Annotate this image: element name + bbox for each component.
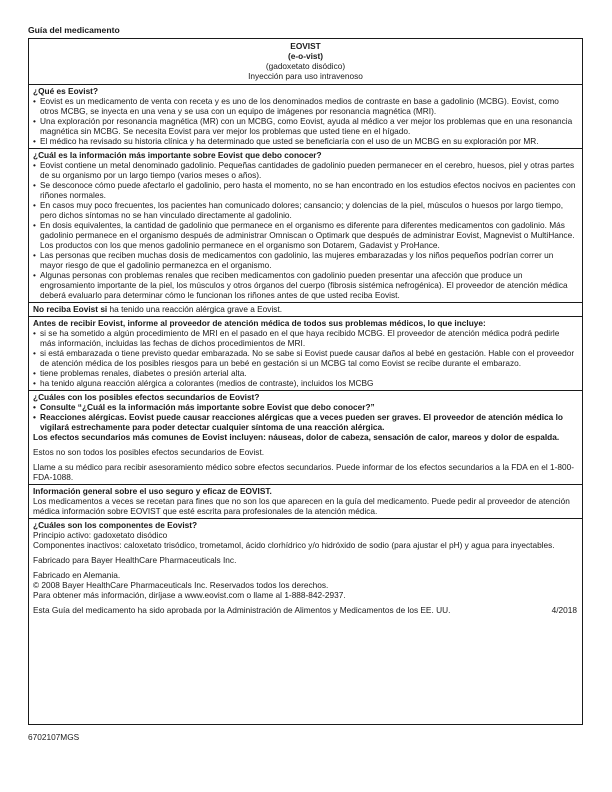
manufactured-in: Fabricado en Alemania.: [33, 570, 121, 580]
call-doctor-text: Llame a su médico para recibir asesoramiento médico sobre efectos secundarios. Puede informar de los efectos secundarios a la FDA en el 1-800-FDA-1088.: [33, 462, 574, 482]
section-components: [29, 519, 582, 617]
section-general-info: [29, 485, 582, 519]
bullet-list: [33, 96, 577, 146]
inactive-ingredients: Componentes inactivos: caloxetato trisódico, trometamol, ácido clorhídrico y/o hidróxido de sodio (para ajustar el pH) y agua para inyectables.: [33, 540, 555, 550]
bullet-list: [33, 160, 577, 300]
copyright-notice: © 2008 Bayer HealthCare Pharmaceuticals Inc. Reservados todos los derechos.: [33, 580, 329, 590]
bullet-list: [33, 402, 577, 432]
list-item: • Algunas personas con problemas renales que reciben medicamentos con gadolinio pueden presentar una afección que produce un engrosamiento importante de la piel, los músculos y otros órganos del cuerpo (fibrosis sistémica nefrogénica). El proveedor de atención médica deberá evaluarlo para determinar cómo le funcionan los riñones antes de que usted reciba Eovist.: [33, 270, 577, 300]
do-not-receive-bold: No reciba Eovist si: [33, 304, 108, 314]
active-ingredient: Principio activo: gadoxetato disódico: [33, 530, 168, 540]
list-item: • Las personas que reciben muchas dosis de medicamentos con gadolinio, las mujeres embarazadas y los niños pequeños podrían correr un mayor riesgo de que el gadolinio permanezca en el organismo.: [33, 250, 577, 270]
section-heading: ¿Cuál es la información más importante sobre Eovist que debo conocer?: [33, 150, 322, 160]
revision-date: 4/2018: [551, 605, 577, 615]
list-item: • En dosis equivalentes, la cantidad de gadolinio que permanece en el organismo es diferente para diferentes medicamentos con gadolinio. Más gadolinio permanece en el organismo después de administrar Omniscan o Optimark que después de administrar Eovist, Magnevist o MultiHance. Los productos con los que menos gadolinio permanece en el organismo son Dotarem, Gadavist y ProHance.: [33, 220, 577, 250]
list-item: • ha tenido alguna reacción alérgica a colorantes (medios de contraste), incluidos los MCBG: [33, 378, 577, 388]
more-info-contact: Para obtener más información, diríjase a www.eovist.com o llame al 1-888-842-2937.: [33, 590, 346, 600]
bullet-list: [33, 328, 577, 388]
list-item: • Una exploración por resonancia magnética (MR) con un MCBG, como Eovist, ayuda al médico a ver mejor los problemas que en una resonancia magnética sin MCBG. Se necesita Eovist para ver mejor los problemas que usted tiene en el hígado.: [33, 116, 577, 136]
generic-name: (gadoxetato disódico): [265, 61, 346, 71]
section-heading: ¿Cuáles son los componentes de Eovist?: [33, 520, 198, 530]
pronunciation: (e-o-vist): [287, 51, 324, 61]
approval-row: [33, 605, 577, 615]
document-code: 6702107MGS: [28, 732, 80, 742]
section-important-info: [29, 149, 582, 303]
list-item: • En casos muy poco frecuentes, los pacientes han comunicado dolores; cansancio; y dolencias de la piel, músculos o huesos por largo tiempo, pero dichos síntomas no se han vinculado directamente al gadolinio.: [33, 200, 577, 220]
manufactured-for: Fabricado para Bayer HealthCare Pharmaceuticals Inc.: [33, 555, 237, 565]
section-before-receiving: [29, 317, 582, 391]
approval-statement: Esta Guía del medicamento ha sido aprobada por la Administración de Alimentos y Medicamentos de los EE. UU.: [33, 605, 451, 615]
document-label: Guía del medicamento: [28, 25, 120, 35]
list-item: • Se desconoce cómo puede afectarlo el gadolinio, pero hasta el momento, no se han encontrado en los estudios efectos nocivos en pacientes con riñones normales.: [33, 180, 577, 200]
list-item: • Eovist es un medicamento de venta con receta y es uno de los denominados medios de contraste en base a gadolinio (MCBG). Eovist, como otros MCBG, se inyecta en una vena y se usa con un equipo de imágenes por resonancia magnética (MRI).: [33, 96, 577, 116]
section-side-effects: [29, 391, 582, 485]
not-all-side-effects: Estos no son todos los posibles efectos secundarios de Eovist.: [33, 447, 265, 457]
list-item: • tiene problemas renales, diabetes o presión arterial alta.: [33, 368, 577, 378]
section-what-is: [29, 85, 582, 149]
list-item: • Eovist contiene un metal denominado gadolinio. Pequeñas cantidades de gadolinio pueden permanecer en el cerebro, huesos, piel y otras partes de su organismo por un largo tiempo (varios meses o años).: [33, 160, 577, 180]
list-item: • Consulte “¿Cuál es la información más importante sobre Eovist que debo conocer?”: [33, 402, 577, 412]
section-heading: ¿Qué es Eovist?: [33, 86, 99, 96]
do-not-receive-text: ha tenido una reacción alérgica grave a Eovist.: [107, 304, 283, 314]
general-info-text: Los medicamentos a veces se recetan para fines que no son los que aparecen en la guía del medicamento. Puede pedir al proveedor de atención médica información sobre EOVIST que esté escrita para profesionales de la atención médica.: [33, 496, 570, 516]
medication-guide-box: [28, 38, 583, 725]
section-heading: ¿Cuáles con los posibles efectos secundarios de Eovist?: [33, 392, 260, 402]
list-item: • El médico ha revisado su historia clínica y ha determinado que usted se beneficiaría con el uso de un MCBG en su exploración por MR.: [33, 136, 577, 146]
section-do-not-receive: [29, 303, 582, 317]
brand-name: EOVIST: [290, 41, 321, 51]
guide-header: [29, 39, 582, 85]
list-item: • Reacciones alérgicas. Eovist puede causar reacciones alérgicas que a veces pueden ser graves. El proveedor de atención médica lo vigilará estrechamente para poder detectar cualquier síntoma de una reacción alérgica.: [33, 412, 577, 432]
list-item: • si está embarazada o tiene previsto quedar embarazada. No se sabe si Eovist puede causar daños al bebé en gestación. Hable con el proveedor de atención médica de los posibles riesgos para un bebé en gestación si un MCBG tal como Eovist se recibe durante el embarazo.: [33, 348, 577, 368]
route-of-administration: Inyección para uso intravenoso: [248, 71, 363, 81]
section-heading: Antes de recibir Eovist, informe al proveedor de atención médica de todos sus problemas médicos, lo que incluye:: [33, 318, 486, 328]
section-heading: Información general sobre el uso seguro y eficaz de EOVIST.: [33, 486, 272, 496]
common-side-effects: Los efectos secundarios más comunes de Eovist incluyen: náuseas, dolor de cabeza, sensación de calor, mareos y dolor de espalda.: [33, 432, 560, 442]
list-item: • si se ha sometido a algún procedimiento de MRI en el pasado en el que haya recibido MCBG. El proveedor de atención médica podrá pedirle más información, incluidas las fechas de dichos procedimientos de MRI.: [33, 328, 577, 348]
